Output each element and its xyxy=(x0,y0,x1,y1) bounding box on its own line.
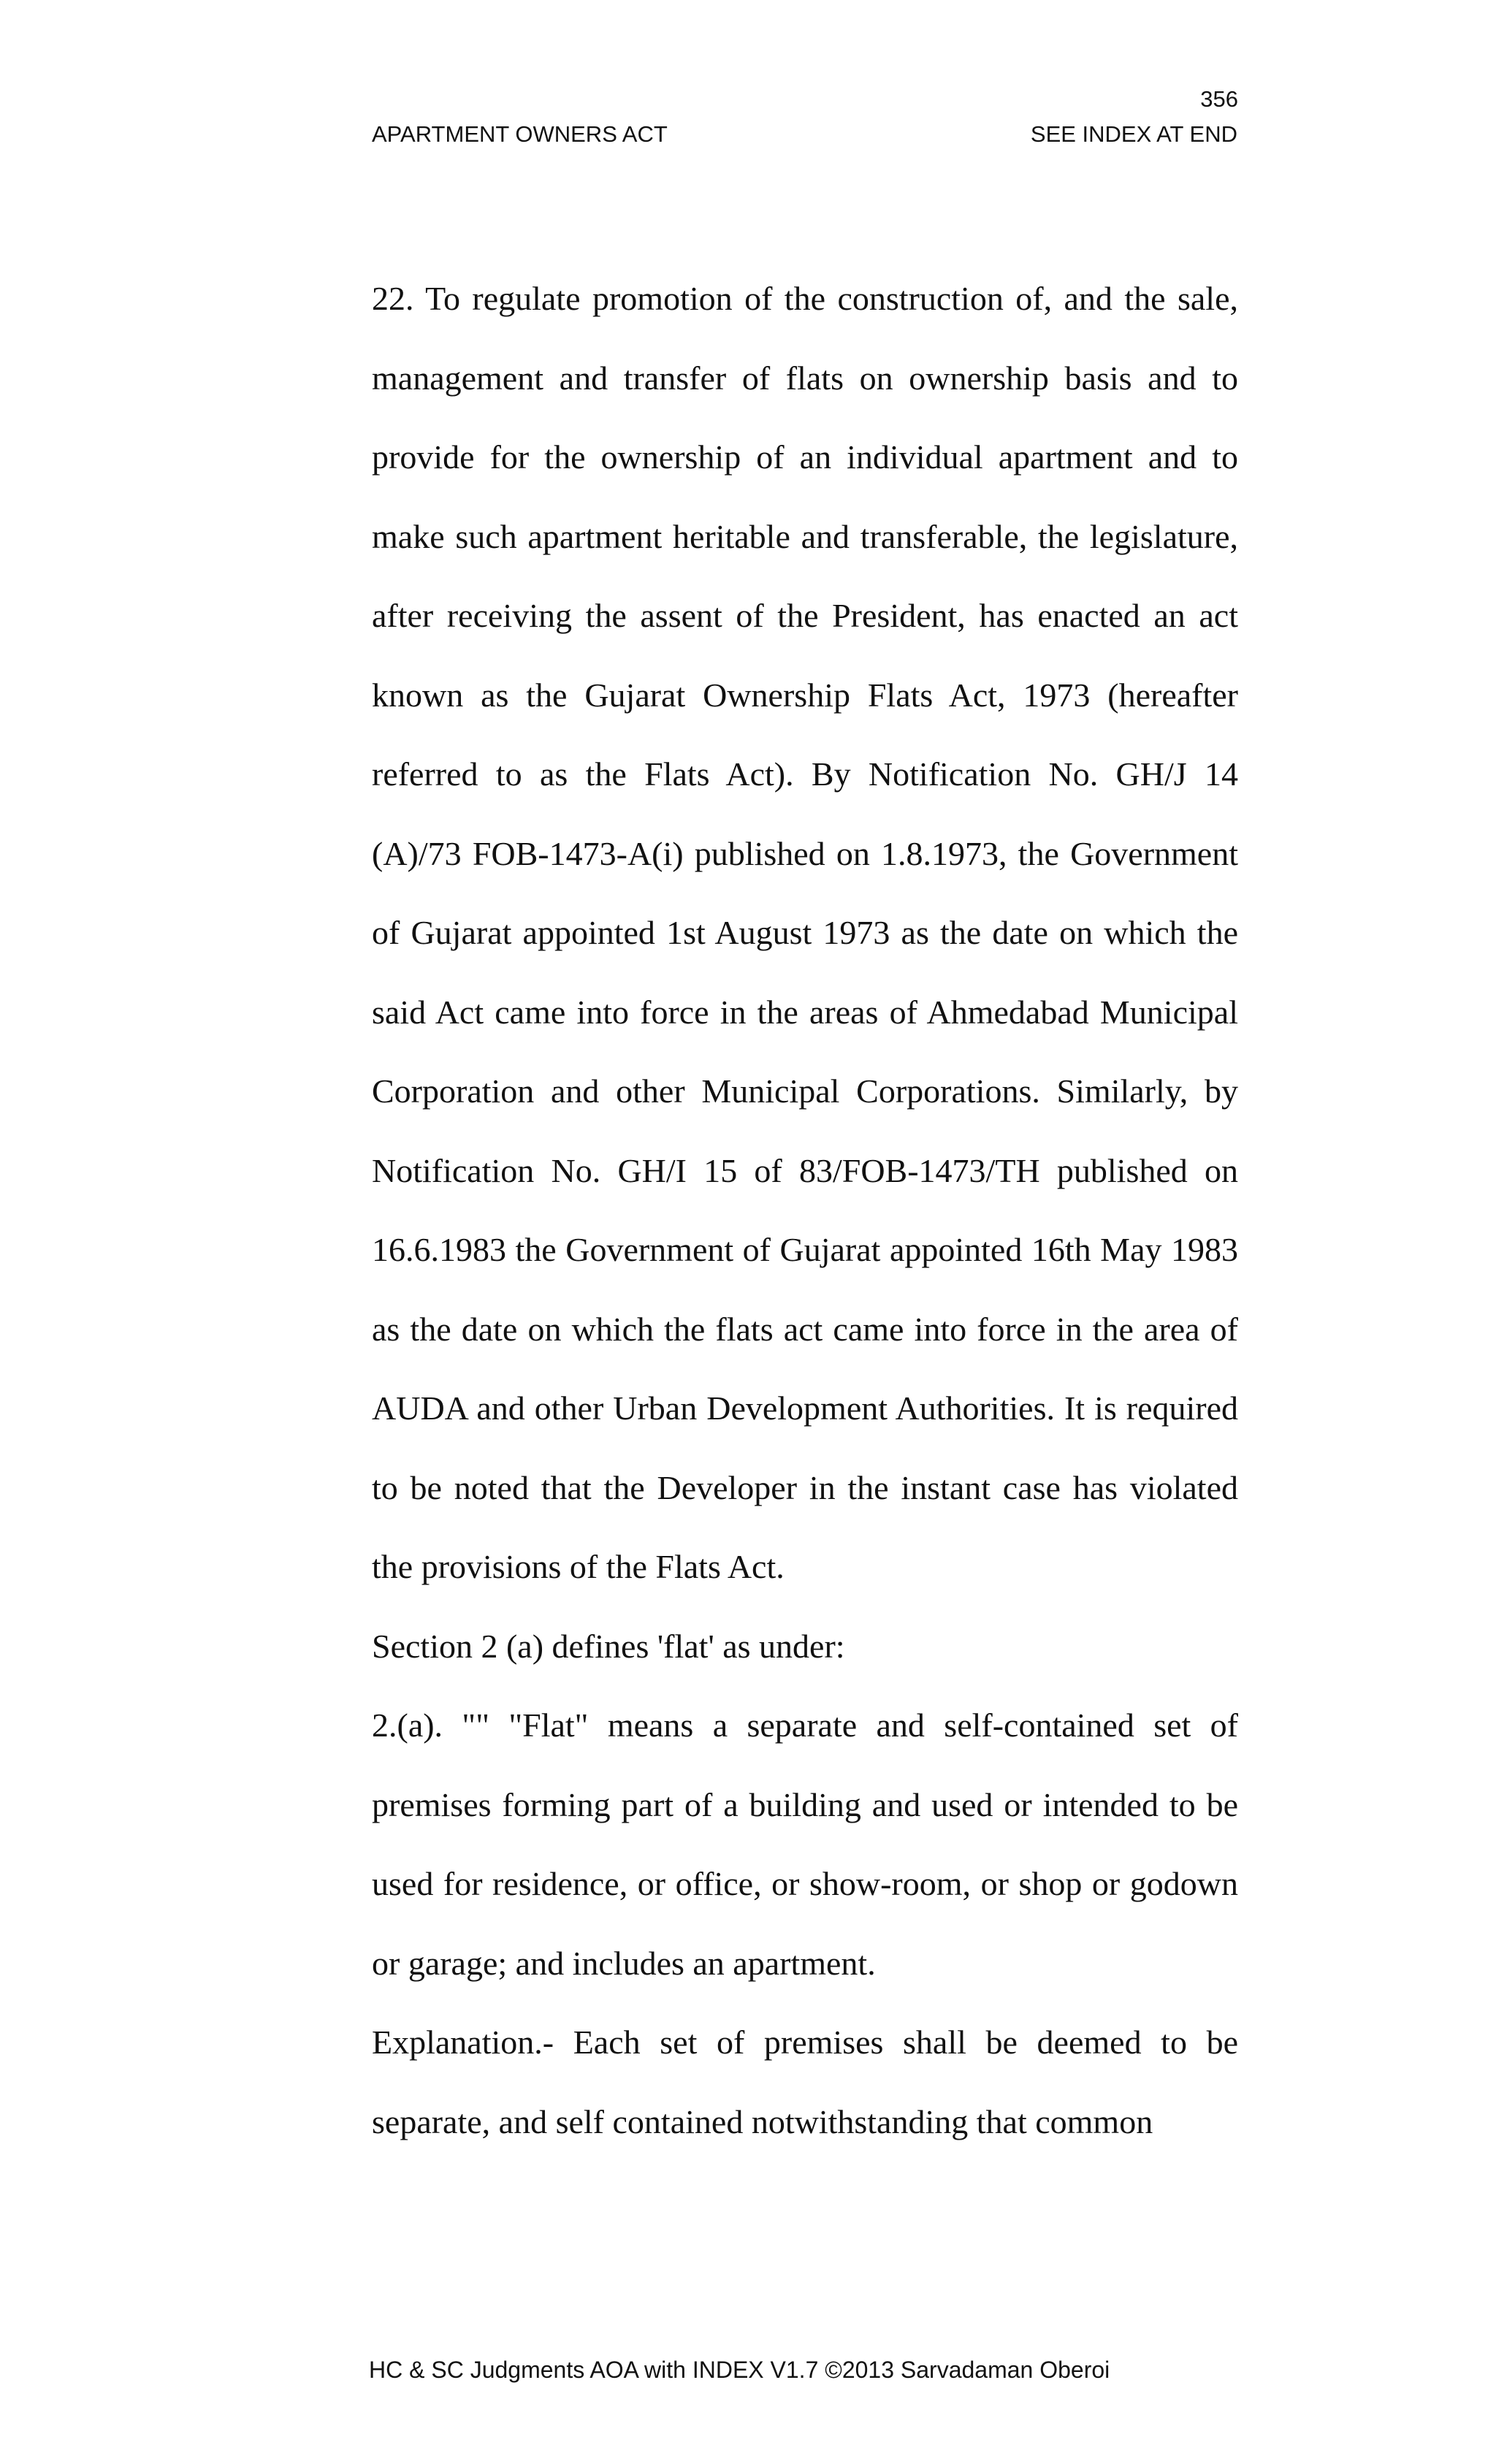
page-number: 356 xyxy=(1200,86,1238,112)
paragraph-explanation: Explanation.- Each set of premises shall be deemed to be separate, and self contained notwithstanding that common xyxy=(372,2024,1238,2140)
paragraph-flat-definition: 2.(a). "" "Flat" means a separate and self-contained set of premises forming part of a building and used or intended to be used for residence, or office, or show-room, or shop or godown or garage; and includes an apartment. xyxy=(372,1706,1238,1982)
body-text xyxy=(372,259,1238,2162)
header-title: APARTMENT OWNERS ACT xyxy=(372,121,668,147)
header-index-note: SEE INDEX AT END xyxy=(1030,121,1237,147)
paragraph-section-2a-intro: Section 2 (a) defines 'flat' as under: xyxy=(372,1627,845,1665)
footer-copyright: HC & SC Judgments AOA with INDEX V1.7 ©2013 Sarvadaman Oberoi xyxy=(369,2357,1110,2383)
paragraph-22: 22. To regulate promotion of the construction of, and the sale, management and transfer of flats on ownership basis and to provide for the ownership of an individual apartment and to make such apartment heritable and transferable, the legislature, after receiving the assent of the President, has enacted an act known as the Gujarat Ownership Flats Act, 1973 (hereafter referred to as the Flats Act). By Notification No. GH/J 14 (A)/73 FOB-1473-A(i) published on 1.8.1973, the Government of Gujarat appointed 1st August 1973 as the date on which the said Act came into force in the areas of Ahmedabad Municipal Corporation and other Municipal Corporations. Similarly, by Notification No. GH/I 15 of 83/FOB-1473/TH published on 16.6.1983 the Government of Gujarat appointed 16th May 1983 as the date on which the flats act came into force in the area of AUDA and other Urban Development Authorities. It is required to be noted that the Developer in the instant case has violated the provisions of the Flats Act. xyxy=(372,280,1238,1585)
running-header xyxy=(372,123,1237,145)
